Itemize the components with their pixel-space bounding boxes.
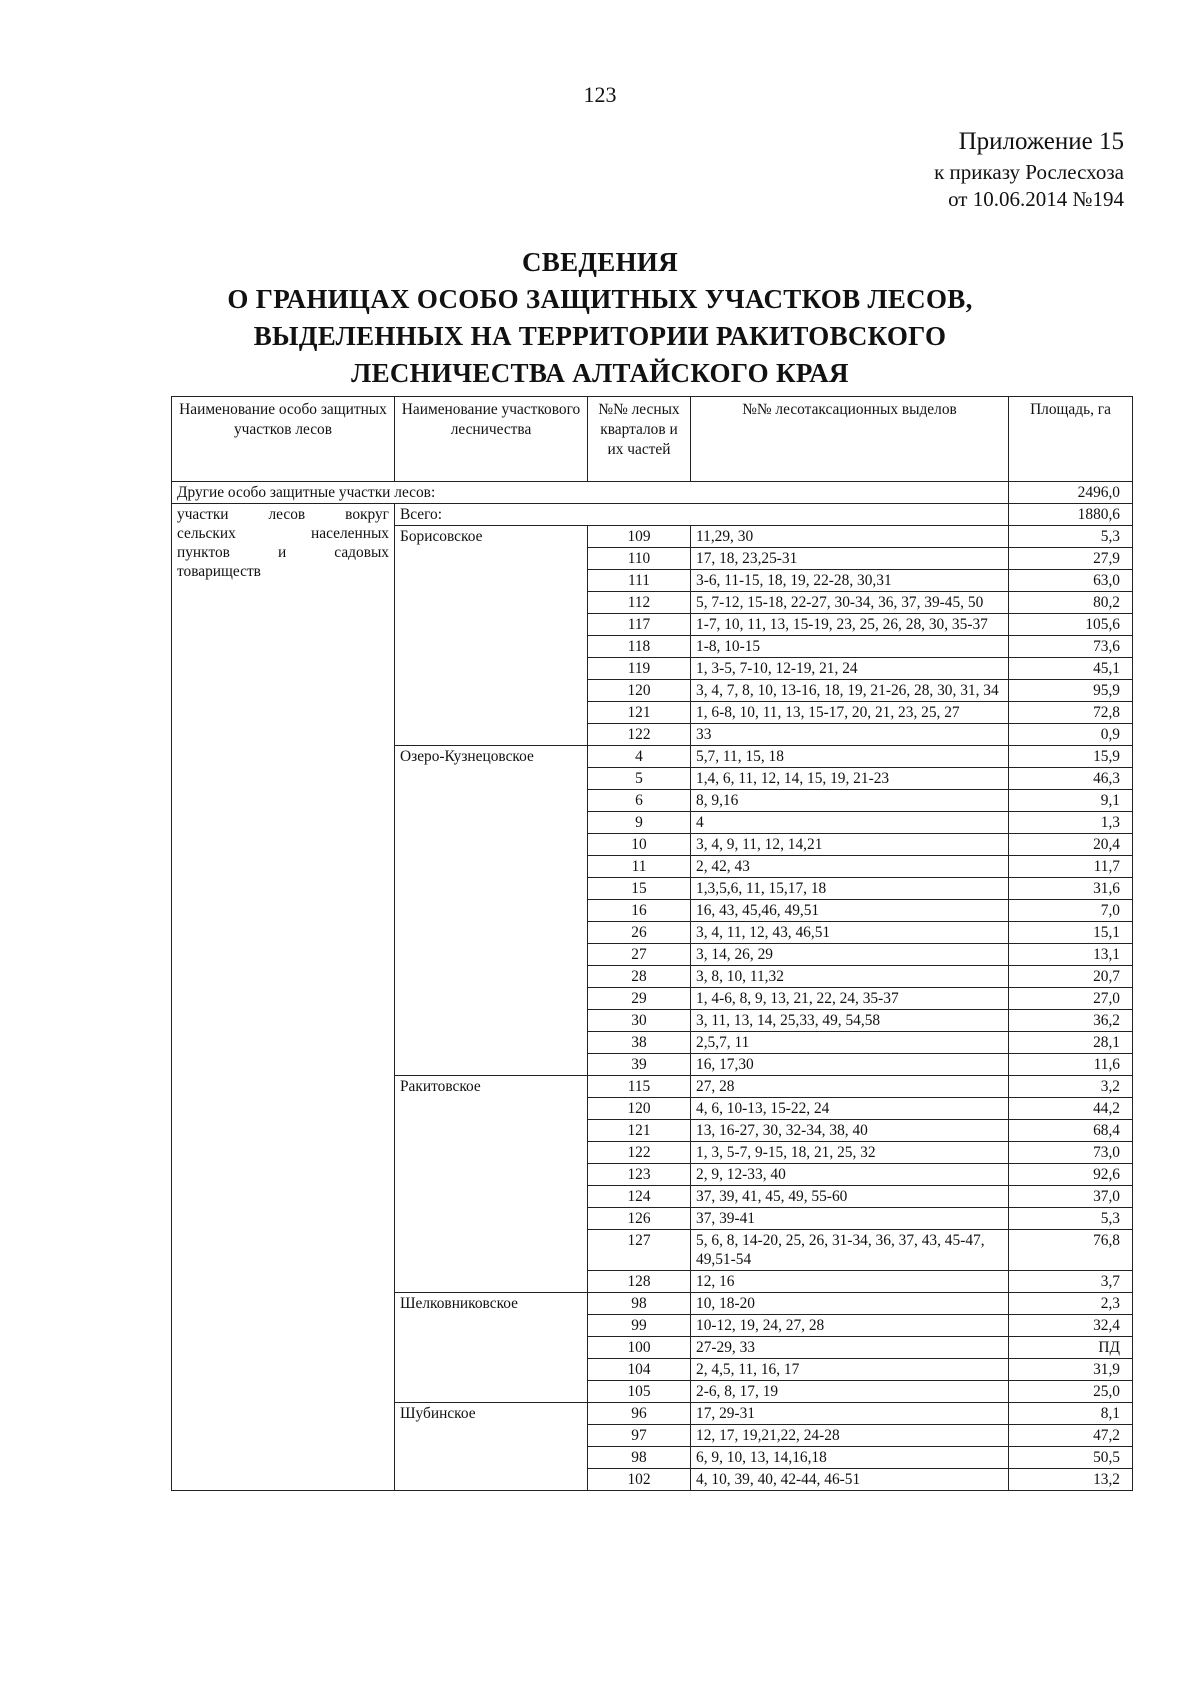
quarter-number: 115 — [588, 1076, 691, 1098]
area-value: 31,9 — [1009, 1359, 1133, 1381]
area-value: 105,6 — [1009, 614, 1133, 636]
area-value: 8,1 — [1009, 1403, 1133, 1425]
section-numbers: 2,5,7, 11 — [691, 1032, 1009, 1054]
section-numbers: 5,7, 11, 15, 18 — [691, 746, 1009, 768]
area-value: 32,4 — [1009, 1315, 1133, 1337]
quarter-number: 26 — [588, 922, 691, 944]
section-numbers: 37, 39, 41, 45, 49, 55-60 — [691, 1186, 1009, 1208]
quarter-number: 5 — [588, 768, 691, 790]
area-value: ПД — [1009, 1337, 1133, 1359]
quarter-number: 122 — [588, 724, 691, 746]
section-numbers: 1-8, 10-15 — [691, 636, 1009, 658]
page-number: 123 — [583, 82, 617, 107]
area-value: 20,4 — [1009, 834, 1133, 856]
quarter-number: 96 — [588, 1403, 691, 1425]
area-value: 47,2 — [1009, 1425, 1133, 1447]
section-numbers: 11,29, 30 — [691, 526, 1009, 548]
quarter-number: 27 — [588, 944, 691, 966]
area-value: 63,0 — [1009, 570, 1133, 592]
appendix-line: от 10.06.2014 №194 — [948, 186, 1124, 211]
section-numbers: 4, 6, 10-13, 15-22, 24 — [691, 1098, 1009, 1120]
section-numbers: 2-6, 8, 17, 19 — [691, 1381, 1009, 1403]
area-value: 45,1 — [1009, 658, 1133, 680]
total-area: 1880,6 — [1009, 504, 1133, 526]
area-value: 15,9 — [1009, 746, 1133, 768]
section-numbers: 1, 3, 5-7, 9-15, 18, 21, 25, 32 — [691, 1142, 1009, 1164]
header-name: Наименование особо защитных участков лесов — [172, 397, 395, 482]
quarter-number: 118 — [588, 636, 691, 658]
area-value: 92,6 — [1009, 1164, 1133, 1186]
area-value: 73,0 — [1009, 1142, 1133, 1164]
document-title — [0, 244, 1200, 392]
title-line: ВЫДЕЛЕННЫХ НА ТЕРРИТОРИИ РАКИТОВСКОГО — [253, 321, 947, 351]
category-cell — [172, 504, 395, 1491]
section-numbers: 12, 17, 19,21,22, 24-28 — [691, 1425, 1009, 1447]
section-numbers: 10, 18-20 — [691, 1293, 1009, 1315]
quarter-number: 122 — [588, 1142, 691, 1164]
table-header-row — [172, 397, 1133, 482]
forestry-name: Ракитовское — [395, 1076, 588, 1293]
section-numbers: 1, 3-5, 7-10, 12-19, 21, 24 — [691, 658, 1009, 680]
quarter-number: 10 — [588, 834, 691, 856]
title-line: ЛЕСНИЧЕСТВА АЛТАЙСКОГО КРАЯ — [351, 358, 849, 388]
area-value: 50,5 — [1009, 1447, 1133, 1469]
category-line: сельских населенных — [177, 525, 389, 542]
section-numbers: 3-6, 11-15, 18, 19, 22-28, 30,31 — [691, 570, 1009, 592]
section-numbers: 13, 16-27, 30, 32-34, 38, 40 — [691, 1120, 1009, 1142]
section-numbers: 2, 9, 12-33, 40 — [691, 1164, 1009, 1186]
quarter-number: 29 — [588, 988, 691, 1010]
quarter-number: 98 — [588, 1293, 691, 1315]
forestry-name: Шубинское — [395, 1403, 588, 1491]
quarter-number: 9 — [588, 812, 691, 834]
quarter-number: 4 — [588, 746, 691, 768]
quarter-number: 120 — [588, 1098, 691, 1120]
quarter-number: 123 — [588, 1164, 691, 1186]
quarter-number: 120 — [588, 680, 691, 702]
quarter-number: 110 — [588, 548, 691, 570]
other-protective-label: Другие особо защитные участки лесов: — [172, 482, 1009, 504]
quarter-number: 38 — [588, 1032, 691, 1054]
section-numbers: 16, 17,30 — [691, 1054, 1009, 1076]
section-numbers: 1,4, 6, 11, 12, 14, 15, 19, 21-23 — [691, 768, 1009, 790]
appendix-note — [934, 126, 1124, 213]
area-value: 28,1 — [1009, 1032, 1133, 1054]
area-value: 95,9 — [1009, 680, 1133, 702]
quarter-number: 28 — [588, 966, 691, 988]
quarter-number: 104 — [588, 1359, 691, 1381]
area-value: 25,0 — [1009, 1381, 1133, 1403]
quarter-number: 128 — [588, 1271, 691, 1293]
quarter-number: 98 — [588, 1447, 691, 1469]
title-line: О ГРАНИЦАХ ОСОБО ЗАЩИТНЫХ УЧАСТКОВ ЛЕСОВ, — [227, 284, 973, 314]
area-value: 46,3 — [1009, 768, 1133, 790]
header-area: Площадь, га — [1009, 397, 1133, 482]
area-value: 0,9 — [1009, 724, 1133, 746]
section-numbers: 4, 10, 39, 40, 42-44, 46-51 — [691, 1469, 1009, 1491]
section-numbers: 10-12, 19, 24, 27, 28 — [691, 1315, 1009, 1337]
category-line: участки лесов вокруг — [177, 506, 389, 523]
area-value: 3,2 — [1009, 1076, 1133, 1098]
area-value: 36,2 — [1009, 1010, 1133, 1032]
area-value: 5,3 — [1009, 526, 1133, 548]
section-numbers: 27-29, 33 — [691, 1337, 1009, 1359]
quarter-number: 124 — [588, 1186, 691, 1208]
other-protective-row — [172, 482, 1133, 504]
section-numbers: 2, 4,5, 11, 16, 17 — [691, 1359, 1009, 1381]
area-value: 73,6 — [1009, 636, 1133, 658]
section-numbers: 3, 4, 9, 11, 12, 14,21 — [691, 834, 1009, 856]
section-numbers: 3, 14, 26, 29 — [691, 944, 1009, 966]
area-value: 68,4 — [1009, 1120, 1133, 1142]
quarter-number: 121 — [588, 1120, 691, 1142]
section-numbers: 1,3,5,6, 11, 15,17, 18 — [691, 878, 1009, 900]
area-value: 44,2 — [1009, 1098, 1133, 1120]
forestry-name: Борисовское — [395, 526, 588, 746]
area-value: 20,7 — [1009, 966, 1133, 988]
category-line: товариществ — [177, 563, 261, 580]
area-value: 9,1 — [1009, 790, 1133, 812]
section-numbers: 5, 6, 8, 14-20, 25, 26, 31-34, 36, 37, 43, 45-47, 49,51-54 — [691, 1230, 1009, 1271]
quarter-number: 100 — [588, 1337, 691, 1359]
area-value: 7,0 — [1009, 900, 1133, 922]
header-sections: №№ лесотаксационных выделов — [691, 397, 1009, 482]
section-numbers: 2, 42, 43 — [691, 856, 1009, 878]
area-value: 13,2 — [1009, 1469, 1133, 1491]
forestry-name: Шелковниковское — [395, 1293, 588, 1403]
section-numbers: 3, 4, 7, 8, 10, 13-16, 18, 19, 21-26, 28, 30, 31, 34 — [691, 680, 1009, 702]
section-numbers: 6, 9, 10, 13, 14,16,18 — [691, 1447, 1009, 1469]
area-value: 80,2 — [1009, 592, 1133, 614]
section-numbers: 27, 28 — [691, 1076, 1009, 1098]
quarter-number: 15 — [588, 878, 691, 900]
quarter-number: 109 — [588, 526, 691, 548]
area-value: 1,3 — [1009, 812, 1133, 834]
total-label: Всего: — [395, 504, 1009, 526]
area-value: 2,3 — [1009, 1293, 1133, 1315]
quarter-number: 6 — [588, 790, 691, 812]
quarter-number: 99 — [588, 1315, 691, 1337]
section-numbers: 4 — [691, 812, 1009, 834]
area-value: 37,0 — [1009, 1186, 1133, 1208]
section-numbers: 17, 18, 23,25-31 — [691, 548, 1009, 570]
section-numbers: 3, 11, 13, 14, 25,33, 49, 54,58 — [691, 1010, 1009, 1032]
area-value: 11,6 — [1009, 1054, 1133, 1076]
total-row — [172, 504, 1133, 526]
quarter-number: 119 — [588, 658, 691, 680]
section-numbers: 5, 7-12, 15-18, 22-27, 30-34, 36, 37, 39-45, 50 — [691, 592, 1009, 614]
other-protective-area: 2496,0 — [1009, 482, 1133, 504]
appendix-line: к приказу Рослесхоза — [934, 159, 1124, 184]
quarter-number: 111 — [588, 570, 691, 592]
area-value: 5,3 — [1009, 1208, 1133, 1230]
section-numbers: 1, 4-6, 8, 9, 13, 21, 22, 24, 35-37 — [691, 988, 1009, 1010]
quarter-number: 16 — [588, 900, 691, 922]
section-numbers: 33 — [691, 724, 1009, 746]
section-numbers: 12, 16 — [691, 1271, 1009, 1293]
section-numbers: 16, 43, 45,46, 49,51 — [691, 900, 1009, 922]
quarter-number: 105 — [588, 1381, 691, 1403]
quarter-number: 117 — [588, 614, 691, 636]
area-value: 27,0 — [1009, 988, 1133, 1010]
quarter-number: 126 — [588, 1208, 691, 1230]
area-value: 31,6 — [1009, 878, 1133, 900]
quarter-number: 121 — [588, 702, 691, 724]
quarter-number: 112 — [588, 592, 691, 614]
area-value: 13,1 — [1009, 944, 1133, 966]
quarter-number: 97 — [588, 1425, 691, 1447]
quarter-number: 11 — [588, 856, 691, 878]
quarter-number: 39 — [588, 1054, 691, 1076]
section-numbers: 37, 39-41 — [691, 1208, 1009, 1230]
quarter-number: 127 — [588, 1230, 691, 1271]
section-numbers: 3, 8, 10, 11,32 — [691, 966, 1009, 988]
header-quarters: №№ лесных кварталов и их частей — [588, 397, 691, 482]
header-forestry: Наименование участкового лесничества — [395, 397, 588, 482]
section-numbers: 8, 9,16 — [691, 790, 1009, 812]
category-line: пунктов и садовых — [177, 544, 389, 561]
area-value: 72,8 — [1009, 702, 1133, 724]
area-value: 15,1 — [1009, 922, 1133, 944]
section-numbers: 1-7, 10, 11, 13, 15-19, 23, 25, 26, 28, 30, 35-37 — [691, 614, 1009, 636]
appendix-line: Приложение 15 — [958, 128, 1124, 155]
section-numbers: 1, 6-8, 10, 11, 13, 15-17, 20, 21, 23, 25, 27 — [691, 702, 1009, 724]
quarter-number: 102 — [588, 1469, 691, 1491]
boundaries-table — [171, 396, 1133, 1491]
section-numbers: 17, 29-31 — [691, 1403, 1009, 1425]
area-value: 76,8 — [1009, 1230, 1133, 1271]
section-numbers: 3, 4, 11, 12, 43, 46,51 — [691, 922, 1009, 944]
area-value: 27,9 — [1009, 548, 1133, 570]
title-line: СВЕДЕНИЯ — [521, 247, 678, 277]
area-value: 3,7 — [1009, 1271, 1133, 1293]
area-value: 11,7 — [1009, 856, 1133, 878]
quarter-number: 30 — [588, 1010, 691, 1032]
forestry-name: Озеро-Кузнецовское — [395, 746, 588, 1076]
